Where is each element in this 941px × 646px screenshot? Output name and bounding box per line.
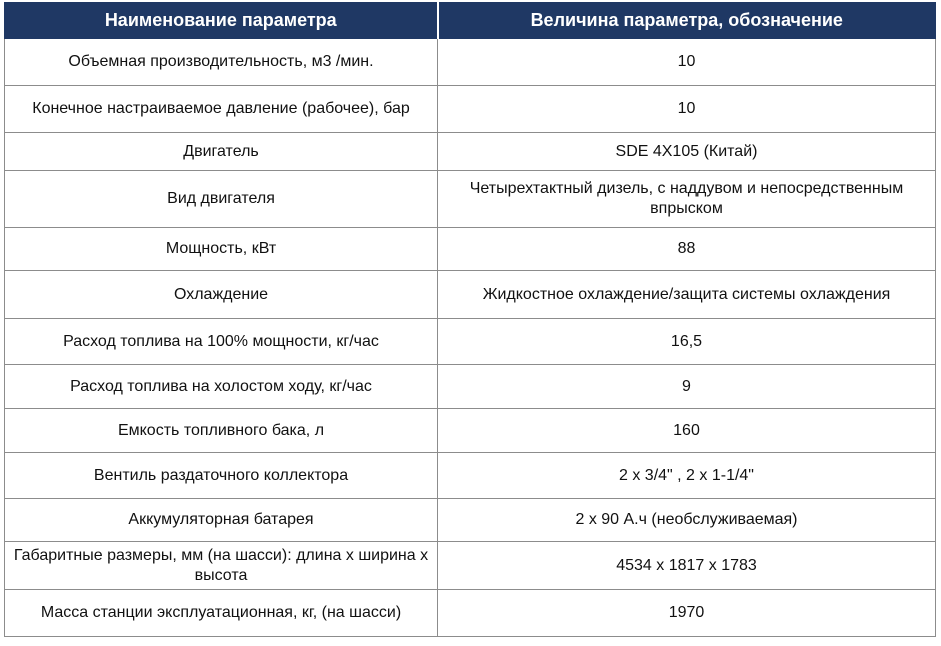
header-param-name: Наименование параметра — [5, 3, 438, 39]
table-row — [5, 39, 936, 86]
table-row — [5, 171, 936, 228]
param-name-cell: Вентиль раздаточного коллектора — [5, 453, 438, 499]
param-value-cell: 10 — [438, 39, 936, 86]
param-value-cell: 1970 — [438, 590, 936, 637]
table-row — [5, 542, 936, 590]
param-name-cell: Конечное настраиваемое давление (рабочее), бар — [5, 86, 438, 133]
table-row — [5, 271, 936, 319]
param-value-cell: 4534 x 1817 x 1783 — [438, 542, 936, 590]
param-value-cell: 10 — [438, 86, 936, 133]
spec-table — [4, 2, 936, 637]
table-row — [5, 228, 936, 271]
param-value-cell: 88 — [438, 228, 936, 271]
table-row — [5, 86, 936, 133]
param-value-cell: SDE 4X105 (Китай) — [438, 133, 936, 171]
table-row — [5, 499, 936, 542]
param-name-cell: Вид двигателя — [5, 171, 438, 228]
header-param-value: Величина параметра, обозначение — [438, 3, 936, 39]
param-value-cell: 160 — [438, 409, 936, 453]
table-row — [5, 133, 936, 171]
param-value-cell: 2 x 90 А.ч (необслуживаемая) — [438, 499, 936, 542]
param-value-cell: 9 — [438, 365, 936, 409]
param-name-cell: Расход топлива на 100% мощности, кг/час — [5, 319, 438, 365]
param-name-cell: Габаритные размеры, мм (на шасси): длина х ширина х высота — [5, 542, 438, 590]
table-row — [5, 590, 936, 637]
param-value-cell: 16,5 — [438, 319, 936, 365]
param-name-cell: Расход топлива на холостом ходу, кг/час — [5, 365, 438, 409]
param-value-cell: 2 x 3/4" , 2 x 1-1/4" — [438, 453, 936, 499]
param-name-cell: Охлаждение — [5, 271, 438, 319]
param-name-cell: Объемная производительность, м3 /мин. — [5, 39, 438, 86]
param-name-cell: Аккумуляторная батарея — [5, 499, 438, 542]
table-header-row — [5, 3, 936, 39]
param-name-cell: Двигатель — [5, 133, 438, 171]
param-name-cell: Емкость топливного бака, л — [5, 409, 438, 453]
param-value-cell: Жидкостное охлаждение/защита системы охлаждения — [438, 271, 936, 319]
param-name-cell: Масса станции эксплуатационная, кг, (на шасси) — [5, 590, 438, 637]
table-row — [5, 319, 936, 365]
table-row — [5, 409, 936, 453]
table-row — [5, 453, 936, 499]
param-value-cell: Четырехтактный дизель, с наддувом и непосредственным впрыском — [438, 171, 936, 228]
param-name-cell: Мощность, кВт — [5, 228, 438, 271]
table-row — [5, 365, 936, 409]
